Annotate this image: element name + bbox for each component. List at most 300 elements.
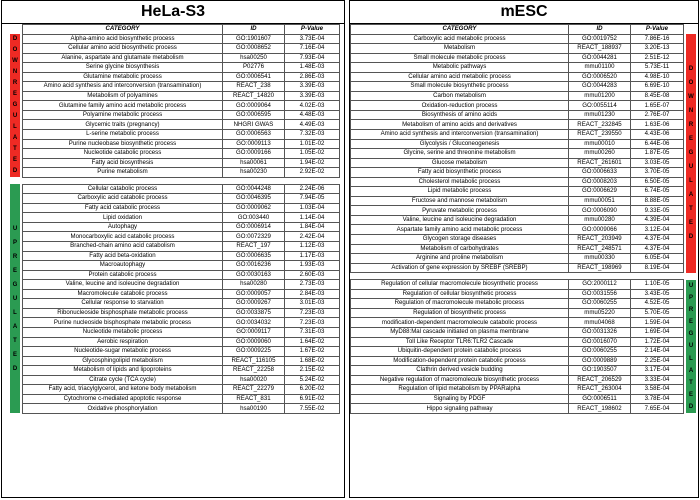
category-cell: Cellular amino acid biosynthetic process (23, 44, 223, 54)
id-cell: REACT_198969 (569, 263, 631, 273)
pvalue-cell: 7.16E-04 (285, 44, 340, 54)
table-row (351, 72, 684, 82)
pvalue-cell: 1.05E-02 (285, 149, 340, 159)
pvalue-cell: 3.58E-04 (631, 385, 684, 395)
table-row (351, 82, 684, 92)
header-row (351, 25, 684, 35)
id-cell: GO:0009117 (223, 327, 285, 337)
category-cell: Aerobic respiration (23, 337, 223, 347)
id-cell: GO:0055114 (569, 101, 631, 111)
id-cell: REACT_14820 (223, 91, 285, 101)
category-cell: Alanine, aspartate and glutamate metabolism (23, 53, 223, 63)
table-row (23, 120, 340, 130)
table-row (351, 196, 684, 206)
pvalue-cell: 2.76E-07 (631, 110, 684, 120)
id-cell: GO:0009064 (223, 101, 285, 111)
pvalue-cell: 6.50E-05 (631, 177, 684, 187)
table-row (23, 194, 340, 204)
pvalue-cell: 2.92E-02 (285, 168, 340, 178)
category-cell: Glycogen storage diseases (351, 235, 569, 245)
category-cell: Small molecule metabolic process (351, 53, 569, 63)
pvalue-header: P-Value (631, 25, 684, 35)
mesc-table (350, 24, 684, 414)
pvalue-cell: 1.93E-03 (285, 261, 340, 271)
id-cell: mmu01200 (569, 91, 631, 101)
id-cell: GO:0006090 (569, 206, 631, 216)
pvalue-cell: 3.01E-03 (285, 299, 340, 309)
table-row (23, 91, 340, 101)
table-row (23, 280, 340, 290)
hela-table (22, 24, 340, 414)
category-cell: Citrate cycle (TCA cycle) (23, 375, 223, 385)
id-cell: hsa00190 (223, 404, 285, 414)
table-row (23, 251, 340, 261)
table-row (23, 34, 340, 44)
id-cell: mmu00260 (569, 149, 631, 159)
table-row (351, 337, 684, 347)
id-cell: GO:0060255 (569, 347, 631, 357)
table-row (351, 34, 684, 44)
pvalue-cell: 1.59E-04 (631, 318, 684, 328)
id-cell: GO:0009267 (223, 299, 285, 309)
table-row (23, 232, 340, 242)
pvalue-cell: 5.24E-02 (285, 375, 340, 385)
table-row (351, 289, 684, 299)
pvalue-cell: 4.98E-10 (631, 72, 684, 82)
id-cell: GO:0060255 (569, 299, 631, 309)
table-row (351, 375, 684, 385)
table-row (351, 120, 684, 130)
id-cell: GO:0006520 (569, 72, 631, 82)
category-cell: Carbon metabolism (351, 91, 569, 101)
table-row (23, 213, 340, 223)
pvalue-cell: 1.10E-05 (631, 280, 684, 290)
id-cell: hsa00250 (223, 53, 285, 63)
pvalue-cell: 1.94E-02 (285, 158, 340, 168)
category-cell: Arginine and proline metabolism (351, 254, 569, 264)
id-cell: GO:0016236 (223, 261, 285, 271)
table-row (351, 308, 684, 318)
id-cell: GO:0008652 (223, 44, 285, 54)
pvalue-cell: 2.25E-04 (631, 356, 684, 366)
id-cell: REACT_239550 (569, 130, 631, 140)
table-row (23, 72, 340, 82)
pvalue-cell: 2.14E-04 (631, 347, 684, 357)
id-cell: GO:0006511 (569, 394, 631, 404)
pvalue-cell: 7.86E-16 (631, 34, 684, 44)
id-cell: P02776 (223, 63, 285, 73)
category-cell: Macroautophagy (23, 261, 223, 271)
category-cell: Serine glycine biosynthesis (23, 63, 223, 73)
pvalue-cell: 5.73E-11 (631, 63, 684, 73)
category-cell: Cholesterol metabolic process (351, 177, 569, 187)
category-cell: Ubiquitin-dependent protein catabolic process (351, 347, 569, 357)
id-cell: GO:0006629 (569, 187, 631, 197)
id-header: ID (569, 25, 631, 35)
id-cell: GO:0044248 (223, 184, 285, 194)
id-cell: mmu05220 (569, 308, 631, 318)
pvalue-cell: 2.15E-02 (285, 366, 340, 376)
pvalue-cell: 2.42E-04 (285, 232, 340, 242)
pvalue-cell: 1.63E-06 (631, 120, 684, 130)
pvalue-cell: 8.45E-08 (631, 91, 684, 101)
id-cell: GO:0009066 (569, 225, 631, 235)
id-cell: REACT_188937 (569, 44, 631, 54)
category-cell: Polyamine metabolic process (23, 110, 223, 120)
category-cell: Carboxylic acid catabolic process (23, 194, 223, 204)
category-cell: Activation of gene expression by SREBF (SREBP) (351, 263, 569, 273)
category-cell: Modification-dependent protein catabolic process (351, 356, 569, 366)
pvalue-cell: 9.33E-05 (631, 206, 684, 216)
pvalue-cell: 3.39E-03 (285, 82, 340, 92)
id-cell: mmu01100 (569, 63, 631, 73)
pvalue-cell: 1.87E-05 (631, 149, 684, 159)
id-cell: GO:003440 (223, 213, 285, 223)
category-cell: Fatty acid catabolic process (23, 203, 223, 213)
pvalue-cell: 6.44E-06 (631, 139, 684, 149)
downregulated-label: D O W N R E G U L A T E D (688, 66, 694, 241)
pvalue-cell: 4.49E-03 (285, 120, 340, 130)
id-cell: GO:0009057 (223, 289, 285, 299)
id-cell: GO:1903507 (569, 366, 631, 376)
pvalue-cell: 2.86E-03 (285, 72, 340, 82)
id-cell: GO:0009113 (223, 139, 285, 149)
table-row (351, 44, 684, 54)
pvalue-cell: 2.51E-12 (631, 53, 684, 63)
pvalue-cell: 3.03E-05 (631, 158, 684, 168)
category-cell: Fatty acid biosynthesis (23, 158, 223, 168)
pvalue-cell: 4.43E-06 (631, 130, 684, 140)
pvalue-cell: 1.03E-04 (285, 203, 340, 213)
id-cell: GO:0031326 (569, 327, 631, 337)
pvalue-cell: 3.39E-03 (285, 91, 340, 101)
mesc-upregulated-band (686, 280, 696, 414)
downregulated-label: D O W N R E G U L A T E D (12, 36, 18, 175)
pvalue-cell: 4.39E-04 (631, 215, 684, 225)
pvalue-cell: 4.52E-05 (631, 299, 684, 309)
table-row (351, 53, 684, 63)
category-cell: Oxidation-reduction process (351, 101, 569, 111)
id-header: ID (223, 25, 285, 35)
category-cell: Glycine, serine and threonine metabolism (351, 149, 569, 159)
id-cell: GO:0006541 (223, 72, 285, 82)
id-cell: REACT_203949 (569, 235, 631, 245)
category-cell: Ribonucleoside bisphosphate metabolic process (23, 308, 223, 318)
table-row (23, 366, 340, 376)
pvalue-cell: 7.23E-03 (285, 318, 340, 328)
category-cell: Fructose and mannose metabolism (351, 196, 569, 206)
pvalue-header: P-Value (285, 25, 340, 35)
category-cell: Metabolism of polyamines (23, 91, 223, 101)
category-cell: Small molecule biosynthetic process (351, 82, 569, 92)
category-cell: MyD88:Mal cascade initiated on plasma membrane (351, 327, 569, 337)
category-cell: Cellular response to starvation (23, 299, 223, 309)
table-row (351, 91, 684, 101)
pvalue-cell: 4.02E-03 (285, 101, 340, 111)
id-cell: GO:0046395 (223, 194, 285, 204)
table-row (351, 149, 684, 159)
category-cell: Branched-chain amino acid catabolism (23, 242, 223, 252)
table-row (351, 101, 684, 111)
category-cell: Metabolism of amino acids and derivatives (351, 120, 569, 130)
category-cell: Regulation of cellular biosynthetic process (351, 289, 569, 299)
category-cell: Amino acid synthesis and interconversion (transamination) (23, 82, 223, 92)
id-cell: hsa00280 (223, 280, 285, 290)
category-header: CATEGORY (23, 25, 223, 35)
category-cell: Nucleotide-sugar metabolic process (23, 347, 223, 357)
id-cell: REACT_206529 (569, 375, 631, 385)
id-cell: REACT_197 (223, 242, 285, 252)
pvalue-cell: 1.67E-02 (285, 347, 340, 357)
pvalue-cell: 3.73E-04 (285, 34, 340, 44)
pvalue-cell: 1.14E-04 (285, 213, 340, 223)
id-cell: REACT_22279 (223, 385, 285, 395)
pvalue-cell: 7.32E-03 (285, 130, 340, 140)
table-row (23, 337, 340, 347)
table-row (23, 101, 340, 111)
pvalue-cell: 4.37E-04 (631, 235, 684, 245)
category-cell: Glucose metabolism (351, 158, 569, 168)
pvalue-cell: 7.55E-02 (285, 404, 340, 414)
category-cell: Cellular catabolic process (23, 184, 223, 194)
category-cell: Glycemic traits (pregnancy) (23, 120, 223, 130)
table-row (23, 404, 340, 414)
id-cell: GO:0009225 (223, 347, 285, 357)
table-row (23, 261, 340, 271)
category-cell: Cytochrome c-mediated apoptotic response (23, 394, 223, 404)
category-cell: Fatty acid biosynthetic process (351, 168, 569, 178)
category-cell: Glutamine family amino acid metabolic process (23, 101, 223, 111)
table-row (23, 327, 340, 337)
id-cell: GO:0030163 (223, 270, 285, 280)
category-cell: Protein catabolic process (23, 270, 223, 280)
pvalue-cell: 1.65E-07 (631, 101, 684, 111)
pvalue-cell: 6.74E-05 (631, 187, 684, 197)
table-row (23, 270, 340, 280)
table-row (23, 168, 340, 178)
table-row (23, 53, 340, 63)
category-cell: Metabolic pathways (351, 63, 569, 73)
id-cell: NHGRI GWAS (223, 120, 285, 130)
category-cell: Macromolecule catabolic process (23, 289, 223, 299)
id-cell: hsa00020 (223, 375, 285, 385)
id-cell: GO:0006595 (223, 110, 285, 120)
hela-upregulated-band (10, 184, 20, 413)
category-cell: Lipid metabolic process (351, 187, 569, 197)
hela-downregulated-band (10, 34, 20, 177)
section-gap (351, 273, 684, 280)
category-cell: Metabolism of lipids and lipoproteins (23, 366, 223, 376)
pvalue-cell: 3.70E-05 (631, 168, 684, 178)
id-cell: GO:2000112 (569, 280, 631, 290)
category-cell: Regulation of cellular macromolecule biosynthetic process (351, 280, 569, 290)
table-row (351, 347, 684, 357)
pvalue-cell: 7.94E-05 (285, 194, 340, 204)
pvalue-cell: 8.88E-05 (631, 196, 684, 206)
id-cell: GO:0031556 (569, 289, 631, 299)
category-cell: Autophagy (23, 222, 223, 232)
pvalue-cell: 7.31E-03 (285, 327, 340, 337)
table-row (351, 244, 684, 254)
id-cell: hsa00061 (223, 158, 285, 168)
id-cell: REACT_238 (223, 82, 285, 92)
pvalue-cell: 1.64E-02 (285, 337, 340, 347)
category-cell: Pyruvate metabolic process (351, 206, 569, 216)
id-cell: GO:0006563 (223, 130, 285, 140)
category-cell: modification-dependent macromolecule catabolic process (351, 318, 569, 328)
id-cell: mmu00051 (569, 196, 631, 206)
table-row (351, 263, 684, 273)
category-cell: Purine metabolism (23, 168, 223, 178)
id-cell: REACT_198602 (569, 404, 631, 414)
mesc-downregulated-band (686, 34, 696, 273)
table-row (351, 318, 684, 328)
upregulated-label: U P R E G U L A T E D (12, 225, 18, 372)
pvalue-cell: 6.69E-10 (631, 82, 684, 92)
pvalue-cell: 1.69E-04 (631, 327, 684, 337)
id-cell: GO:0019752 (569, 34, 631, 44)
mesc-title: mESC (350, 1, 698, 24)
id-cell: GO:0072329 (223, 232, 285, 242)
table-row (23, 299, 340, 309)
pvalue-cell: 2.60E-03 (285, 270, 340, 280)
id-cell: GO:0006635 (223, 251, 285, 261)
table-row (351, 187, 684, 197)
pvalue-cell: 3.43E-05 (631, 289, 684, 299)
category-cell: Nucleotide metabolic process (23, 327, 223, 337)
table-row (23, 308, 340, 318)
pvalue-cell: 8.19E-04 (631, 263, 684, 273)
table-row (351, 110, 684, 120)
pvalue-cell: 7.65E-04 (631, 404, 684, 414)
category-cell: Aspartate family amino acid metabolic process (351, 225, 569, 235)
table-row (23, 289, 340, 299)
pvalue-cell: 7.93E-04 (285, 53, 340, 63)
category-cell: Oxidative phosphorylation (23, 404, 223, 414)
table-row (23, 394, 340, 404)
table-row (351, 139, 684, 149)
category-cell: Cellular amino acid metabolic process (351, 72, 569, 82)
category-cell: Amino acid synthesis and interconversion (transamination) (351, 130, 569, 140)
pvalue-cell: 1.17E-03 (285, 251, 340, 261)
pvalue-cell: 3.17E-04 (631, 366, 684, 376)
id-cell: GO:0034032 (223, 318, 285, 328)
pvalue-cell: 6.20E-02 (285, 385, 340, 395)
id-cell: GO:0044283 (569, 82, 631, 92)
id-cell: REACT_831 (223, 394, 285, 404)
table-row (351, 158, 684, 168)
category-cell: Glycosphingolipid metabolism (23, 356, 223, 366)
id-cell: mmu00330 (569, 254, 631, 264)
table-row (23, 242, 340, 252)
category-cell: Metabolism (351, 44, 569, 54)
table-row (351, 168, 684, 178)
category-cell: Regulation of lipid metabolism by PPARalpha (351, 385, 569, 395)
table-row (23, 222, 340, 232)
table-row (23, 44, 340, 54)
category-cell: L-serine metabolic process (23, 130, 223, 140)
id-cell: REACT_248571 (569, 244, 631, 254)
category-cell: Fatty acid, triacylglycerol, and ketone body metabolism (23, 385, 223, 395)
table-row (23, 203, 340, 213)
id-cell: hsa00230 (223, 168, 285, 178)
category-cell: Monocarboxylic acid catabolic process (23, 232, 223, 242)
id-cell: GO:0009889 (569, 356, 631, 366)
category-header: CATEGORY (351, 25, 569, 35)
table-row (351, 215, 684, 225)
table-row (23, 82, 340, 92)
table-row (23, 318, 340, 328)
id-cell: GO:1901607 (223, 34, 285, 44)
pvalue-cell: 7.23E-03 (285, 308, 340, 318)
section-gap (23, 177, 340, 184)
table-row (23, 149, 340, 159)
category-cell: Purine nucleobase biosynthetic process (23, 139, 223, 149)
category-cell: Carboxylic acid metabolic process (351, 34, 569, 44)
category-cell: Negative regulation of macromolecule biosynthetic process (351, 375, 569, 385)
category-cell: Metabolism of carbohydrates (351, 244, 569, 254)
id-cell: REACT_261601 (569, 158, 631, 168)
category-cell: Fatty acid beta-oxidation (23, 251, 223, 261)
table-row (23, 63, 340, 73)
category-cell: Valine, leucine and isoleucine degradation (351, 215, 569, 225)
pvalue-cell: 3.33E-04 (631, 375, 684, 385)
hela-title: HeLa-S3 (2, 1, 344, 24)
table-row (23, 375, 340, 385)
category-cell: Regulation of macromolecule metabolic process (351, 299, 569, 309)
table-row (351, 235, 684, 245)
pvalue-cell: 3.78E-04 (631, 394, 684, 404)
category-cell: Purine nucleoside bisphosphate metabolic process (23, 318, 223, 328)
table-row (23, 385, 340, 395)
table-row (351, 385, 684, 395)
table-row (351, 356, 684, 366)
table-row (351, 327, 684, 337)
pvalue-cell: 1.48E-03 (285, 63, 340, 73)
pvalue-cell: 4.48E-03 (285, 110, 340, 120)
category-cell: Regulation of biosynthetic process (351, 308, 569, 318)
table-row (23, 158, 340, 168)
id-cell: REACT_116105 (223, 356, 285, 366)
id-cell: GO:0008203 (569, 177, 631, 187)
category-cell: Glycolysis / Gluconeogenesis (351, 139, 569, 149)
pvalue-cell: 1.68E-02 (285, 356, 340, 366)
table-row (351, 299, 684, 309)
id-cell: GO:0016070 (569, 337, 631, 347)
table-row (351, 177, 684, 187)
category-cell: Lipid oxidation (23, 213, 223, 223)
id-cell: REACT_22258 (223, 366, 285, 376)
pvalue-cell: 6.91E-02 (285, 394, 340, 404)
id-cell: GO:0006633 (569, 168, 631, 178)
table-row (23, 139, 340, 149)
table-row (351, 280, 684, 290)
category-cell: Glutamine metabolic process (23, 72, 223, 82)
table-row (23, 130, 340, 140)
upregulated-label: U P R E G U L A T E D (688, 282, 694, 411)
table-row (351, 394, 684, 404)
category-cell: Alpha-amino acid biosynthetic process (23, 34, 223, 44)
category-cell: Nucleotide catabolic process (23, 149, 223, 159)
pvalue-cell: 2.24E-06 (285, 184, 340, 194)
pvalue-cell: 1.12E-03 (285, 242, 340, 252)
category-cell: Valine, leucine and isoleucine degradation (23, 280, 223, 290)
id-cell: GO:0009062 (223, 203, 285, 213)
table-row (351, 254, 684, 264)
table-row (351, 366, 684, 376)
id-cell: GO:0033875 (223, 308, 285, 318)
id-cell: REACT_263004 (569, 385, 631, 395)
